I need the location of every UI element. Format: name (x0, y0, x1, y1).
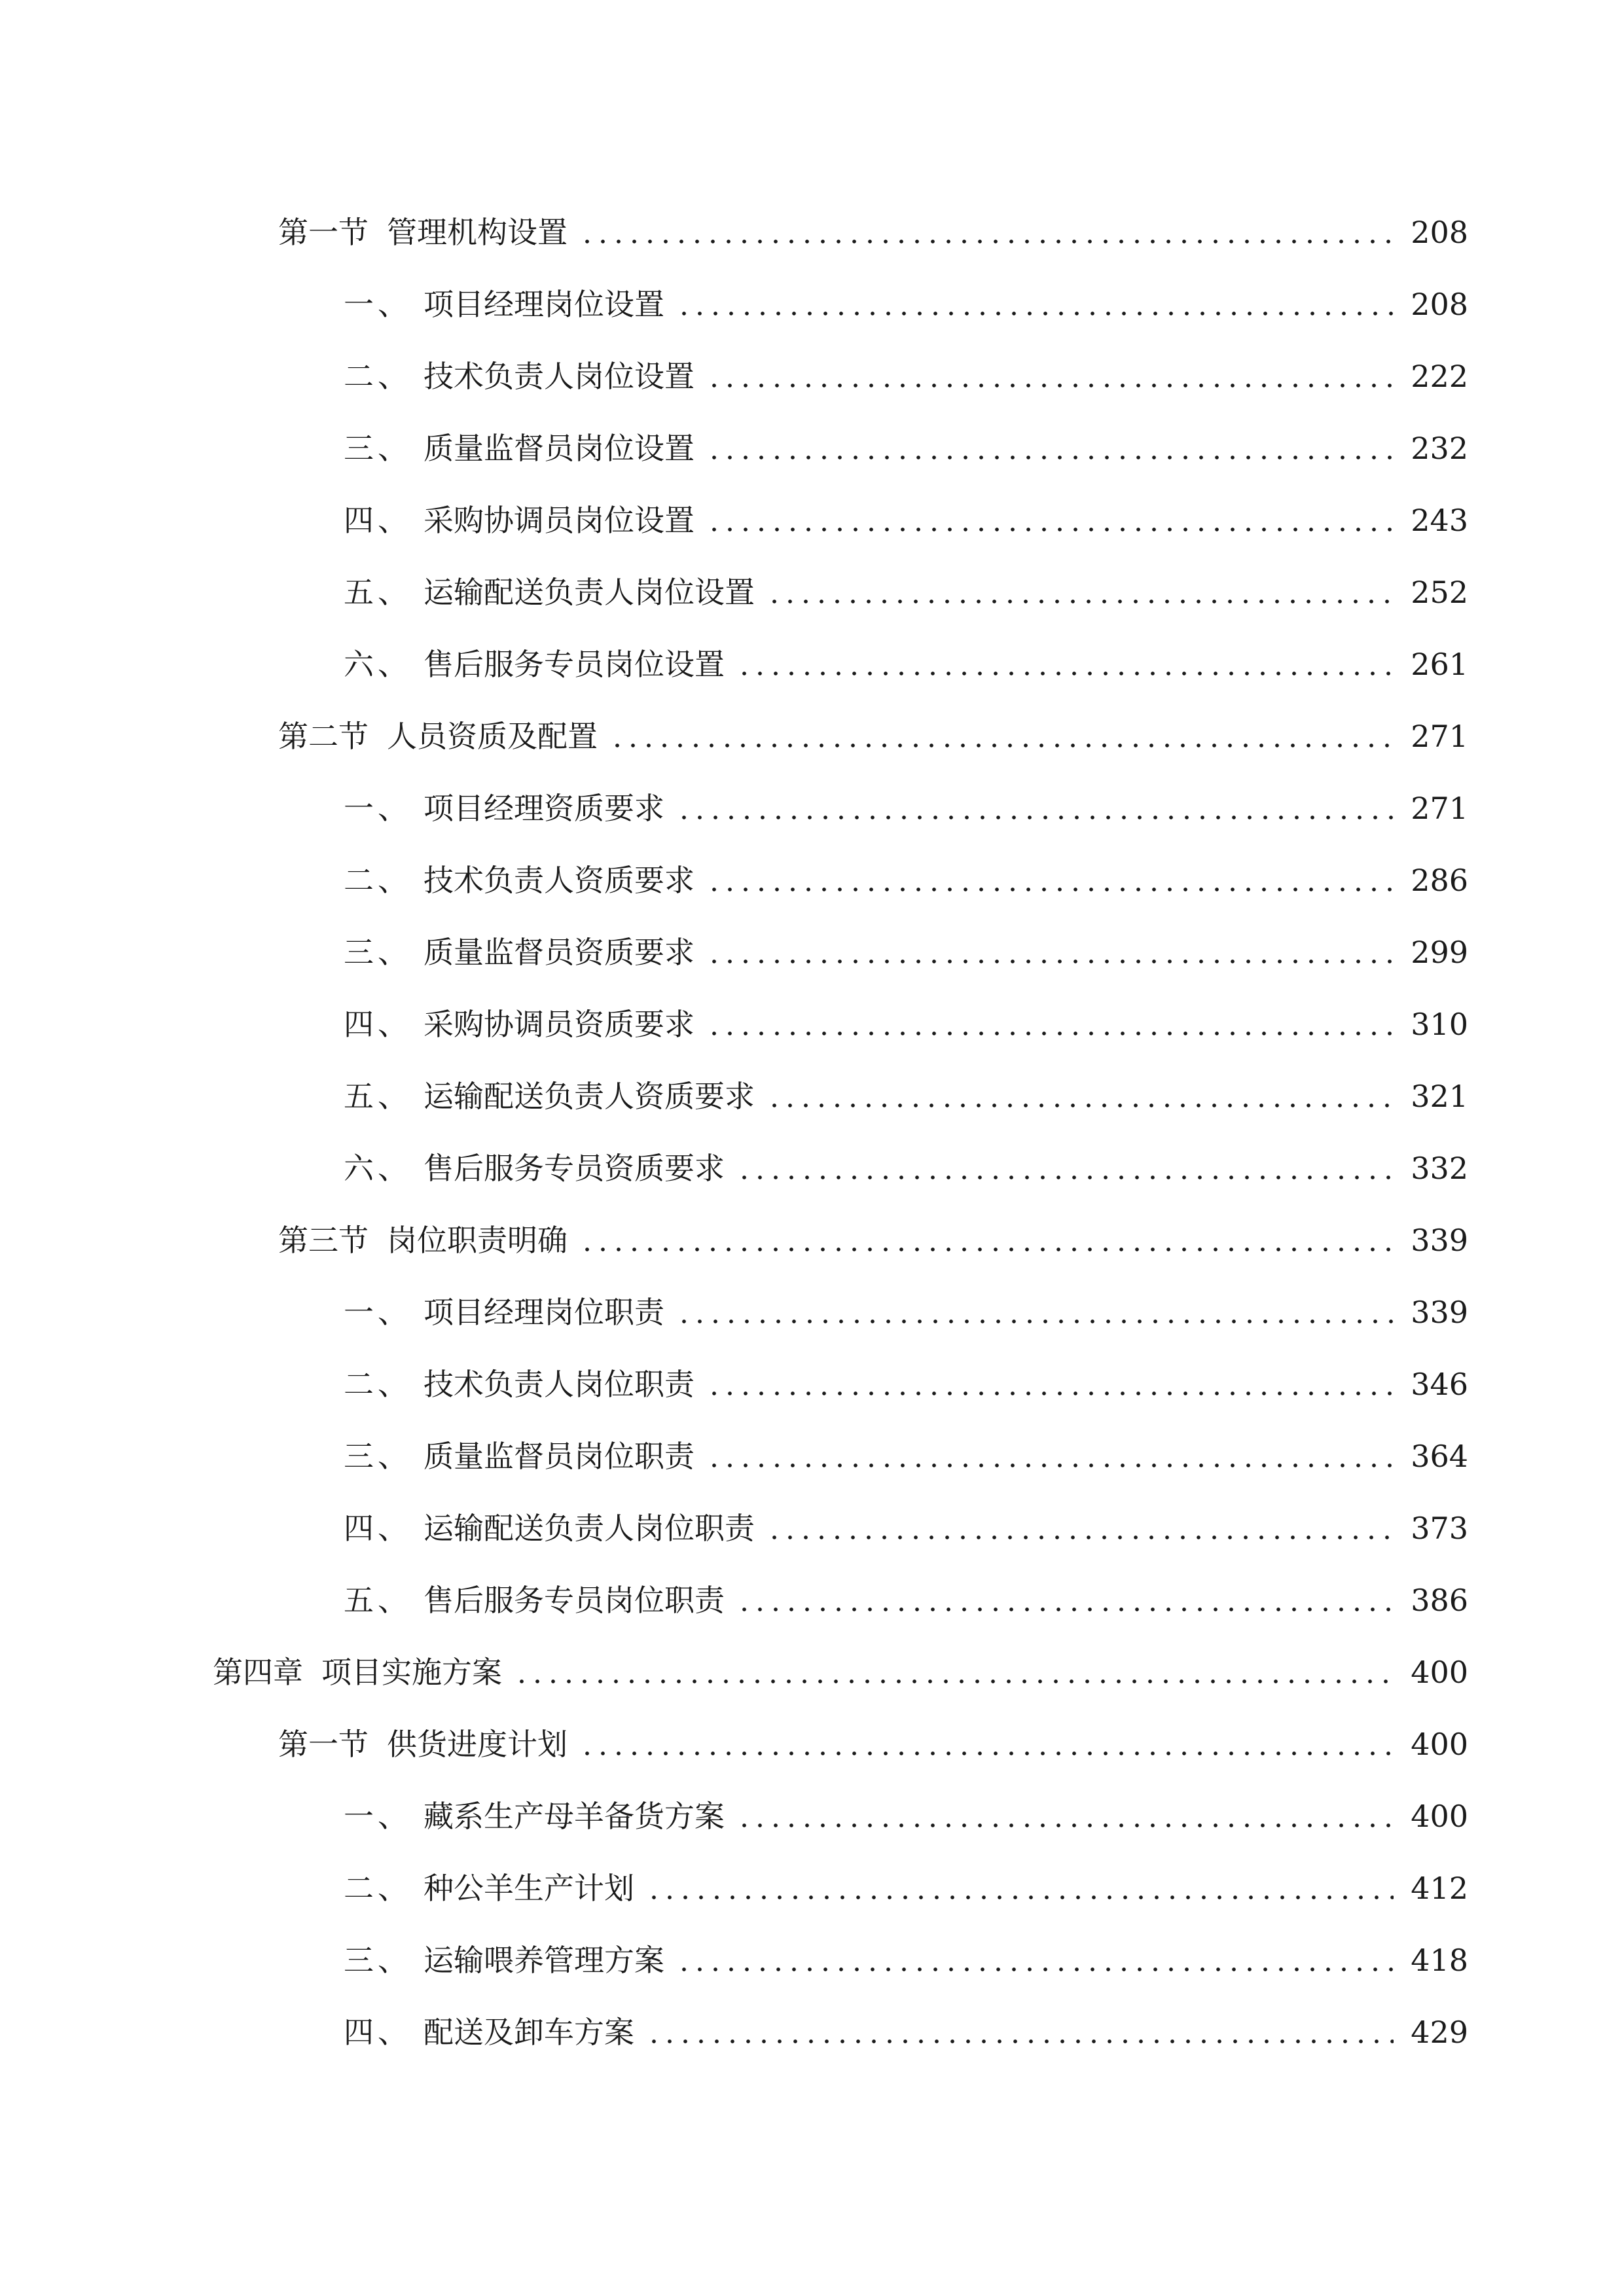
toc-entry-number: 四、 (344, 1007, 412, 1042)
toc-entry[interactable] (0, 1564, 1624, 1636)
dot-leader (646, 2039, 1394, 2044)
toc-entry-label (278, 1223, 568, 1258)
toc-entry-label (344, 1871, 634, 1906)
toc-entry-number: 四、 (344, 503, 412, 538)
toc-entry[interactable] (0, 1780, 1624, 1852)
toc-entry-label (344, 791, 664, 826)
toc-entry-title: 运输配送负责人资质要求 (424, 1079, 755, 1114)
toc-entry[interactable] (0, 340, 1624, 412)
dot-leader (767, 1535, 1394, 1540)
toc-entry[interactable] (0, 412, 1624, 484)
dot-leader (676, 311, 1394, 316)
toc-entry-number: 六、 (344, 1151, 412, 1186)
toc-entry-title: 岗位职责明确 (387, 1223, 568, 1258)
toc-entry-label (344, 1511, 755, 1546)
toc-entry-label (344, 1583, 725, 1618)
toc-entry-page-number: 339 (1411, 1223, 1468, 1258)
toc-entry-page-number: 252 (1411, 575, 1468, 610)
dot-leader (706, 455, 1394, 460)
toc-entry-page-number: 299 (1411, 935, 1468, 970)
toc-entry[interactable] (0, 1060, 1624, 1132)
toc-entry-number: 一、 (344, 791, 412, 826)
toc-entry-page-number: 429 (1411, 2015, 1468, 2050)
toc-entry-number: 四、 (344, 1511, 412, 1546)
toc-entry[interactable] (0, 484, 1624, 556)
table-of-contents (0, 196, 1624, 2068)
dot-leader (579, 239, 1394, 244)
toc-entry-number: 二、 (344, 359, 412, 394)
dot-leader (706, 1463, 1394, 1468)
toc-entry-label (344, 1295, 664, 1330)
toc-entry-title: 质量监督员岗位设置 (424, 431, 695, 466)
toc-entry-page-number: 386 (1411, 1583, 1468, 1618)
toc-entry-label (278, 719, 598, 754)
toc-entry-page-number: 271 (1411, 791, 1468, 826)
toc-entry-page-number: 400 (1411, 1799, 1468, 1834)
toc-entry-title: 运输配送负责人岗位设置 (424, 575, 755, 610)
toc-entry-label (344, 1007, 695, 1042)
toc-entry-number: 第一节 (278, 1727, 369, 1762)
dot-leader (706, 1031, 1394, 1036)
toc-entry-page-number: 271 (1411, 719, 1468, 754)
toc-entry-number: 第一节 (278, 215, 369, 250)
toc-entry-label (344, 359, 695, 394)
toc-entry-label (344, 2015, 634, 2050)
toc-entry-title: 项目经理资质要求 (424, 791, 664, 826)
toc-entry-page-number: 222 (1411, 359, 1468, 394)
toc-entry-label (344, 287, 664, 322)
toc-entry-number: 二、 (344, 863, 412, 898)
toc-entry-label (213, 1655, 502, 1690)
toc-entry[interactable] (0, 1996, 1624, 2068)
toc-entry[interactable] (0, 1924, 1624, 1996)
toc-entry-title: 售后服务专员岗位设置 (424, 647, 725, 682)
toc-entry-title: 售后服务专员岗位职责 (424, 1583, 725, 1618)
toc-entry[interactable] (0, 1420, 1624, 1492)
toc-entry-number: 五、 (344, 575, 412, 610)
toc-entry-page-number: 232 (1411, 431, 1468, 466)
toc-entry-number: 一、 (344, 1799, 412, 1834)
toc-entry-page-number: 332 (1411, 1151, 1468, 1186)
dot-leader (767, 1103, 1394, 1108)
toc-entry[interactable] (0, 1636, 1624, 1708)
toc-entry-title: 运输喂养管理方案 (424, 1943, 664, 1978)
toc-entry-number: 四、 (344, 2015, 412, 2050)
toc-entry-label (344, 1367, 695, 1402)
toc-entry-number: 第三节 (278, 1223, 369, 1258)
toc-entry-number: 三、 (344, 1943, 412, 1978)
toc-entry[interactable] (0, 1492, 1624, 1564)
dot-leader (676, 1319, 1394, 1324)
dot-leader (579, 1751, 1394, 1756)
toc-entry-page-number: 208 (1411, 215, 1468, 250)
toc-entry-number: 五、 (344, 1583, 412, 1618)
dot-leader (514, 1679, 1394, 1684)
toc-entry-number: 五、 (344, 1079, 412, 1114)
toc-entry-page-number: 208 (1411, 287, 1468, 322)
toc-entry-page-number: 310 (1411, 1007, 1468, 1042)
toc-entry-title: 配送及卸车方案 (424, 2015, 634, 2050)
dot-leader (676, 815, 1394, 820)
toc-entry-title: 项目经理岗位职责 (424, 1295, 664, 1330)
toc-entry[interactable] (0, 1708, 1624, 1780)
toc-entry-label (344, 575, 755, 610)
toc-entry-number: 第二节 (278, 719, 369, 754)
toc-entry-page-number: 418 (1411, 1943, 1468, 1978)
toc-entry-number: 三、 (344, 1439, 412, 1474)
toc-entry-page-number: 373 (1411, 1511, 1468, 1546)
toc-entry-label (344, 431, 695, 466)
toc-entry-label (344, 1799, 725, 1834)
toc-entry-title: 供货进度计划 (387, 1727, 568, 1762)
dot-leader (706, 527, 1394, 532)
toc-entry-label (344, 503, 695, 538)
dot-leader (706, 959, 1394, 964)
toc-entry-title: 采购协调员岗位设置 (424, 503, 695, 538)
toc-entry-title: 管理机构设置 (387, 215, 568, 250)
toc-entry-number: 六、 (344, 647, 412, 682)
toc-entry-number: 二、 (344, 1871, 412, 1906)
toc-entry[interactable] (0, 988, 1624, 1060)
toc-entry-number: 第四章 (213, 1655, 303, 1690)
dot-leader (767, 599, 1394, 604)
toc-entry[interactable] (0, 700, 1624, 772)
toc-entry-title: 技术负责人岗位职责 (424, 1367, 695, 1402)
dot-leader (579, 1247, 1394, 1252)
toc-entry-label (344, 1439, 695, 1474)
toc-entry-number: 一、 (344, 287, 412, 322)
toc-entry[interactable] (0, 1204, 1624, 1276)
toc-entry-page-number: 321 (1411, 1079, 1468, 1114)
toc-entry-label (344, 647, 725, 682)
toc-entry-label (344, 935, 695, 970)
dot-leader (646, 1895, 1394, 1900)
toc-entry-page-number: 412 (1411, 1871, 1468, 1906)
toc-entry-number: 二、 (344, 1367, 412, 1402)
toc-entry-title: 质量监督员资质要求 (424, 935, 695, 970)
toc-entry-title: 人员资质及配置 (387, 719, 598, 754)
toc-entry-page-number: 243 (1411, 503, 1468, 538)
toc-entry-title: 技术负责人岗位设置 (424, 359, 695, 394)
toc-entry[interactable] (0, 916, 1624, 988)
toc-entry-title: 运输配送负责人岗位职责 (424, 1511, 755, 1546)
toc-entry-number: 一、 (344, 1295, 412, 1330)
dot-leader (609, 743, 1394, 748)
toc-entry-label (278, 1727, 568, 1762)
toc-entry-page-number: 364 (1411, 1439, 1468, 1474)
toc-entry-title: 技术负责人资质要求 (424, 863, 695, 898)
toc-entry[interactable] (0, 1348, 1624, 1420)
toc-entry[interactable] (0, 1132, 1624, 1204)
toc-entry-page-number: 261 (1411, 647, 1468, 682)
toc-entry-label (278, 215, 568, 250)
toc-entry[interactable] (0, 1852, 1624, 1924)
toc-entry-label (344, 1943, 664, 1978)
toc-entry-title: 质量监督员岗位职责 (424, 1439, 695, 1474)
toc-entry-title: 项目实施方案 (321, 1655, 502, 1690)
toc-entry-page-number: 339 (1411, 1295, 1468, 1330)
toc-entry-label (344, 1151, 725, 1186)
toc-entry-title: 种公羊生产计划 (424, 1871, 634, 1906)
toc-entry-number: 三、 (344, 431, 412, 466)
toc-entry[interactable] (0, 628, 1624, 700)
toc-entry-number: 三、 (344, 935, 412, 970)
dot-leader (706, 887, 1394, 892)
toc-entry[interactable] (0, 556, 1624, 628)
dot-leader (736, 1175, 1394, 1180)
dot-leader (706, 1391, 1394, 1396)
toc-entry-page-number: 286 (1411, 863, 1468, 898)
dot-leader (706, 383, 1394, 388)
toc-entry-page-number: 400 (1411, 1727, 1468, 1762)
dot-leader (736, 1823, 1394, 1828)
toc-entry-label (344, 863, 695, 898)
toc-entry-title: 项目经理岗位设置 (424, 287, 664, 322)
toc-entry-title: 藏系生产母羊备货方案 (424, 1799, 725, 1834)
dot-leader (736, 671, 1394, 676)
toc-entry-label (344, 1079, 755, 1114)
toc-entry[interactable] (0, 772, 1624, 844)
dot-leader (676, 1967, 1394, 1972)
dot-leader (736, 1607, 1394, 1612)
toc-entry-page-number: 400 (1411, 1655, 1468, 1690)
toc-entry[interactable] (0, 844, 1624, 916)
toc-entry[interactable] (0, 196, 1624, 268)
toc-entry-title: 采购协调员资质要求 (424, 1007, 695, 1042)
toc-entry-title: 售后服务专员资质要求 (424, 1151, 725, 1186)
toc-entry[interactable] (0, 1276, 1624, 1348)
toc-entry-page-number: 346 (1411, 1367, 1468, 1402)
toc-entry[interactable] (0, 268, 1624, 340)
